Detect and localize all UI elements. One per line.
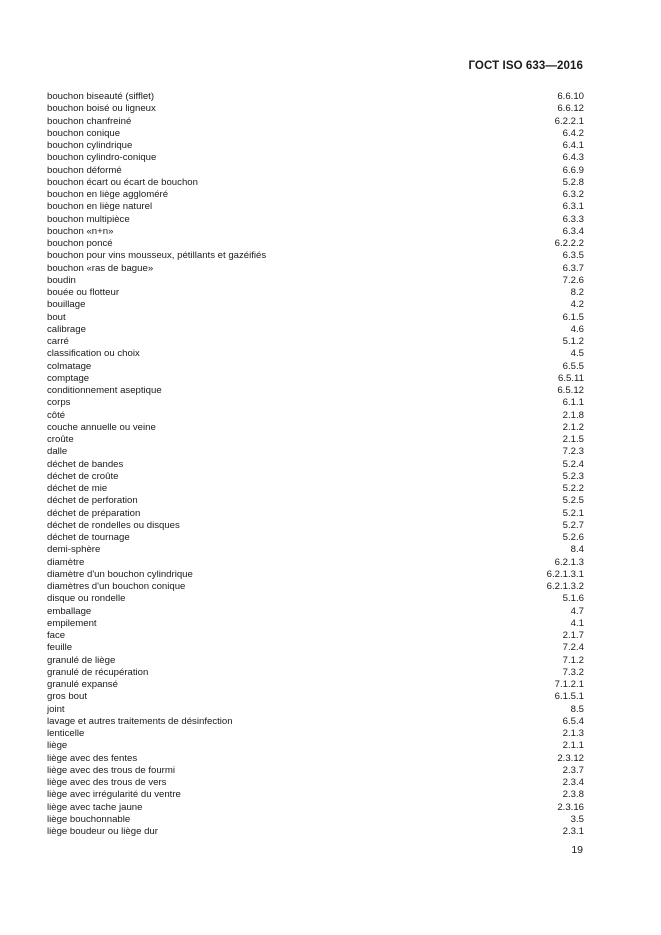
index-reference: 2.3.7 — [562, 764, 584, 776]
index-term: diamètres d'un bouchon conique — [47, 581, 186, 592]
index-term: bouchon biseauté (sifflet) — [47, 91, 155, 102]
index-entry — [47, 238, 584, 250]
index-entry — [47, 826, 584, 838]
index-reference: 6.1.1 — [562, 397, 584, 409]
index-entry — [47, 348, 584, 360]
index-term: granulé de liège — [47, 654, 116, 666]
index-entry — [47, 263, 584, 275]
index-entry — [47, 802, 584, 814]
index-term: boudin — [47, 274, 76, 286]
index-reference: 2.1.5 — [562, 434, 584, 445]
index-term: déchet de rondelles ou disques — [47, 519, 180, 531]
index-term: conditionnement aseptique — [47, 385, 162, 396]
index-entry — [47, 606, 584, 618]
index-term: bouchon cylindro-conique — [47, 152, 157, 164]
index-reference: 6.4.3 — [562, 152, 584, 164]
index-entry — [47, 324, 584, 336]
index-term: croûte — [47, 434, 74, 445]
index-entry — [47, 532, 584, 544]
index-entry — [47, 385, 584, 397]
index-term: bouchon chanfreiné — [47, 115, 132, 127]
index-reference: 6.2.1.3.1 — [546, 568, 584, 580]
index-reference: 6.5.11 — [558, 372, 584, 384]
index-reference: 6.6.9 — [562, 164, 584, 176]
index-reference: 5.1.2 — [562, 336, 584, 347]
index-entry — [47, 814, 584, 826]
index-term: liège — [47, 740, 68, 752]
index-entry — [47, 336, 584, 348]
index-entry — [47, 250, 584, 262]
index-reference: 4.1 — [570, 617, 584, 629]
index-term: joint — [47, 703, 65, 715]
index-entry — [47, 630, 584, 642]
index-term: liège avec tache jaune — [47, 801, 143, 813]
index-term: gros bout — [47, 691, 88, 703]
index-reference: 6.2.1.3.2 — [546, 581, 584, 592]
index-reference: 3.5 — [570, 813, 584, 825]
page-header: ГОСТ ISO 633—2016 — [468, 60, 583, 72]
index-term: liège boudeur ou liège dur — [47, 826, 158, 837]
index-term: bouchon écart ou écart de bouchon — [47, 176, 198, 188]
index-term: bouchon conique — [47, 127, 121, 139]
index-term: couche annuelle ou veine — [47, 421, 156, 433]
index-reference: 7.2.6 — [562, 274, 584, 286]
index-entry — [47, 704, 584, 716]
index-term: déchet de perforation — [47, 495, 138, 507]
index-entry — [47, 569, 584, 581]
index-term: bouchon boisé ou ligneux — [47, 103, 156, 115]
index-entry — [47, 483, 584, 495]
index-reference: 7.3.2 — [562, 666, 584, 678]
index-reference: 4.2 — [570, 299, 584, 311]
index-term: déchet de préparation — [47, 507, 141, 519]
index-entry — [47, 410, 584, 422]
index-reference: 5.2.7 — [562, 519, 584, 531]
index-entry — [47, 789, 584, 801]
index-entry — [47, 618, 584, 630]
index-entry — [47, 189, 584, 201]
index-reference: 6.4.2 — [562, 127, 584, 139]
index-entry — [47, 103, 584, 115]
index-term: bouchon «ras de bague» — [47, 262, 154, 274]
index-term: bouchon multipièce — [47, 213, 130, 225]
index-term: empilement — [47, 617, 97, 629]
index-entry — [47, 152, 584, 164]
index-entry — [47, 544, 584, 556]
index-entry — [47, 116, 584, 128]
index-term: bouchon poncé — [47, 238, 113, 249]
page-number: 19 — [571, 844, 583, 856]
index-entry — [47, 312, 584, 324]
index-reference: 5.1.6 — [562, 593, 584, 605]
index-term: déchet de bandes — [47, 458, 124, 470]
index-entry — [47, 520, 584, 532]
index-term: liège avec irrégularité du ventre — [47, 789, 181, 801]
index-entry — [47, 361, 584, 373]
index-entry — [47, 201, 584, 213]
index-term: bouchon «n+n» — [47, 225, 114, 237]
index-reference: 2.1.2 — [562, 421, 584, 433]
index-reference: 2.1.1 — [562, 740, 584, 752]
index-reference: 2.3.8 — [562, 789, 584, 801]
index-entry — [47, 765, 584, 777]
index-reference: 6.4.1 — [562, 140, 584, 151]
index-entry — [47, 214, 584, 226]
index-term: emballage — [47, 605, 92, 617]
index-entry — [47, 593, 584, 605]
index-term: granulé expansé — [47, 679, 118, 690]
index-term: classification ou choix — [47, 348, 140, 360]
index-term: bouchon cylindrique — [47, 140, 133, 151]
index-entry — [47, 299, 584, 311]
index-term: côté — [47, 409, 66, 421]
index-term: bout — [47, 311, 66, 323]
index-reference: 6.5.5 — [562, 360, 584, 372]
index-entry — [47, 642, 584, 654]
index-entry — [47, 557, 584, 569]
index-entry — [47, 91, 584, 103]
index-term: déchet de tournage — [47, 532, 130, 543]
index-entry — [47, 471, 584, 483]
index-entry — [47, 226, 584, 238]
index-entry — [47, 177, 584, 189]
index-entry — [47, 691, 584, 703]
index-entry — [47, 446, 584, 458]
index-reference: 7.1.2.1 — [554, 679, 584, 690]
index-entry — [47, 508, 584, 520]
index-reference: 2.1.7 — [562, 630, 584, 641]
index-entry — [47, 422, 584, 434]
index-term: feuille — [47, 642, 73, 654]
index-reference: 6.5.4 — [562, 715, 584, 727]
index-reference: 7.2.4 — [562, 642, 584, 654]
index-term: granulé de récupération — [47, 666, 149, 678]
index-entry — [47, 140, 584, 152]
index-reference: 4.6 — [570, 323, 584, 335]
index-reference: 8.4 — [570, 544, 584, 556]
index-term: corps — [47, 397, 71, 409]
index-term: liège bouchonnable — [47, 813, 131, 825]
index-reference: 4.5 — [570, 348, 584, 360]
index-term: bouchon pour vins mousseux, pétillants et gazéifiés — [47, 250, 267, 262]
index-list — [47, 91, 584, 838]
index-term: calibrage — [47, 323, 86, 335]
index-entry — [47, 777, 584, 789]
index-term: bouchon déformé — [47, 164, 122, 176]
index-term: déchet de croûte — [47, 470, 119, 482]
index-term: dalle — [47, 446, 68, 458]
index-reference: 4.7 — [570, 605, 584, 617]
index-entry — [47, 495, 584, 507]
index-reference: 2.3.16 — [557, 801, 584, 813]
index-term: bouchon en liège naturel — [47, 201, 153, 213]
index-entry — [47, 165, 584, 177]
index-reference: 7.2.3 — [562, 446, 584, 458]
index-reference: 6.6.12 — [557, 103, 584, 115]
index-reference: 6.3.7 — [562, 262, 584, 274]
index-reference: 6.3.2 — [562, 189, 584, 200]
index-reference: 8.5 — [570, 703, 584, 715]
index-term: carré — [47, 336, 69, 347]
index-reference: 6.1.5.1 — [554, 691, 584, 703]
index-term: bouillage — [47, 299, 86, 311]
index-reference: 5.2.8 — [562, 176, 584, 188]
index-entry — [47, 459, 584, 471]
index-reference: 6.5.12 — [557, 385, 584, 396]
index-term: bouchon en liège aggloméré — [47, 189, 169, 200]
index-reference: 6.6.10 — [557, 91, 584, 102]
index-reference: 5.2.4 — [562, 458, 584, 470]
index-term: colmatage — [47, 360, 92, 372]
index-reference: 2.1.3 — [562, 728, 584, 739]
index-term: disque ou rondelle — [47, 593, 126, 605]
index-reference: 6.1.5 — [562, 311, 584, 323]
index-reference: 6.2.2.2 — [554, 238, 584, 249]
index-reference: 2.3.12 — [557, 752, 584, 764]
index-entry — [47, 679, 584, 691]
index-reference: 7.1.2 — [562, 654, 584, 666]
index-entry — [47, 581, 584, 593]
index-term: demi-sphère — [47, 544, 101, 556]
index-term: liège avec des trous de vers — [47, 777, 167, 788]
index-reference: 5.2.6 — [562, 532, 584, 543]
index-term: comptage — [47, 372, 90, 384]
index-entry — [47, 128, 584, 140]
index-entry — [47, 728, 584, 740]
index-term: bouée ou flotteur — [47, 287, 120, 298]
index-reference: 5.2.1 — [562, 507, 584, 519]
index-reference: 6.3.5 — [562, 250, 584, 262]
index-reference: 6.3.3 — [562, 213, 584, 225]
index-reference: 5.2.2 — [562, 483, 584, 494]
index-term: liège avec des trous de fourmi — [47, 764, 175, 776]
index-entry — [47, 655, 584, 667]
index-entry — [47, 740, 584, 752]
index-term: lenticelle — [47, 728, 85, 739]
index-term: liège avec des fentes — [47, 752, 138, 764]
index-term: lavage et autres traitements de désinfection — [47, 715, 233, 727]
index-entry — [47, 716, 584, 728]
index-entry — [47, 287, 584, 299]
index-reference: 8.2 — [570, 287, 584, 298]
index-entry — [47, 373, 584, 385]
index-reference: 6.3.1 — [562, 201, 584, 213]
index-reference: 6.2.2.1 — [554, 115, 584, 127]
index-entry — [47, 397, 584, 409]
index-entry — [47, 275, 584, 287]
index-reference: 5.2.5 — [562, 495, 584, 507]
index-term: diamètre — [47, 556, 85, 568]
index-entry — [47, 667, 584, 679]
index-entry — [47, 753, 584, 765]
index-term: diamètre d'un bouchon cylindrique — [47, 568, 193, 580]
index-reference: 2.3.4 — [562, 777, 584, 788]
index-reference: 6.2.1.3 — [554, 556, 584, 568]
index-term: déchet de mie — [47, 483, 108, 494]
index-reference: 5.2.3 — [562, 470, 584, 482]
index-entry — [47, 434, 584, 446]
index-reference: 6.3.4 — [562, 225, 584, 237]
index-term: face — [47, 630, 66, 641]
index-reference: 2.1.8 — [562, 409, 584, 421]
index-reference: 2.3.1 — [562, 826, 584, 837]
